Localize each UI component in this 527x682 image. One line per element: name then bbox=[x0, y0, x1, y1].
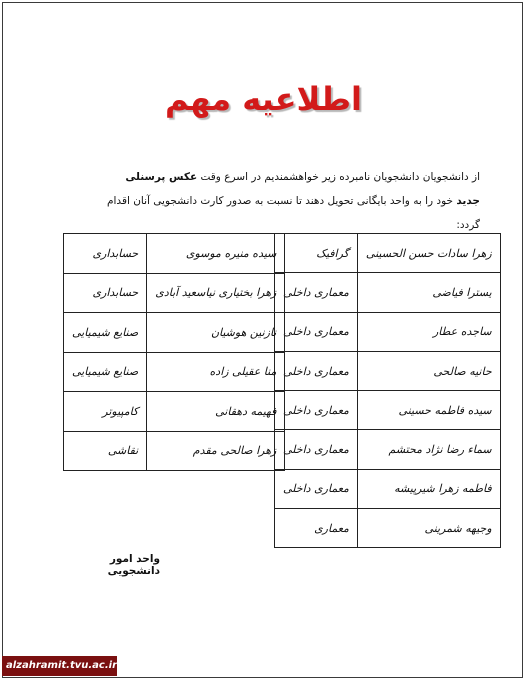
table-row bbox=[275, 312, 501, 351]
table-row bbox=[275, 273, 501, 312]
student-name: سماء رضا نژاد محتشم bbox=[357, 430, 500, 469]
page-title: اطلاعیه مهم bbox=[165, 80, 362, 118]
student-name: فهیمه دهقانی bbox=[147, 392, 285, 432]
student-name: زهرا صالحی مقدم bbox=[147, 431, 285, 471]
table-row bbox=[275, 469, 501, 508]
student-field: معماری داخلی bbox=[275, 469, 358, 508]
table-row bbox=[275, 234, 501, 273]
table-row bbox=[64, 431, 285, 471]
table-row bbox=[64, 234, 285, 274]
student-field: کامپیوتر bbox=[64, 392, 147, 432]
table-row bbox=[275, 391, 501, 430]
student-name: منا عقیلی زاده bbox=[147, 352, 285, 392]
footer-url-banner bbox=[2, 656, 117, 676]
table-row bbox=[64, 273, 285, 313]
intro-text-2: خود را به واحد بایگانی تحویل دهند تا نسبت به صدور کارت دانشجویی آنان اقدام گردد: bbox=[107, 195, 480, 231]
student-name: وجیهه شمرینی bbox=[357, 509, 500, 548]
student-table-left bbox=[63, 233, 285, 471]
student-table-right bbox=[274, 233, 501, 548]
student-name: زهرا بختیاری نیاسعید آبادی bbox=[147, 273, 285, 313]
student-name: یسترا فیاضی bbox=[357, 273, 500, 312]
student-field: حسابداری bbox=[64, 234, 147, 274]
student-name: سیده منیره موسوی bbox=[147, 234, 285, 274]
intro-bold-text: عکس پرسنلی جدید bbox=[125, 171, 480, 207]
student-field: معماری داخلی bbox=[275, 273, 358, 312]
student-name: زهرا سادات حسن الحسینی bbox=[357, 234, 500, 273]
table-row bbox=[64, 392, 285, 432]
table-row bbox=[275, 430, 501, 469]
student-name: سیده فاطمه حسینی bbox=[357, 391, 500, 430]
student-field: حسابداری bbox=[64, 273, 147, 313]
student-field: معماری داخلی bbox=[275, 351, 358, 390]
table-row bbox=[275, 351, 501, 390]
student-name: نازنین هوشیان bbox=[147, 313, 285, 353]
table-row bbox=[64, 352, 285, 392]
student-field: معماری داخلی bbox=[275, 430, 358, 469]
student-field: صنایع شیمیایی bbox=[64, 352, 147, 392]
signature: واحد امور دانشجویی bbox=[107, 553, 160, 577]
table-row bbox=[64, 313, 285, 353]
student-field: صنایع شیمیایی bbox=[64, 313, 147, 353]
intro-text-1: از دانشجویان دانشجویان نامبرده زیر خواهشمندیم در اسرع وقت bbox=[197, 171, 480, 183]
student-name: حانیه صالحی bbox=[357, 351, 500, 390]
student-name: ساجده عطار bbox=[357, 312, 500, 351]
table-row bbox=[275, 509, 501, 548]
student-field: گرافیک bbox=[275, 234, 358, 273]
student-field: نقاشی bbox=[64, 431, 147, 471]
student-field: معماری داخلی bbox=[275, 312, 358, 351]
student-name: فاطمه زهرا شیرپیشه bbox=[357, 469, 500, 508]
intro-paragraph bbox=[100, 165, 480, 237]
student-field: معماری bbox=[275, 509, 358, 548]
student-field: معماری داخلی bbox=[275, 391, 358, 430]
footer-url[interactable]: alzahramit.tvu.ac.ir bbox=[6, 660, 118, 671]
